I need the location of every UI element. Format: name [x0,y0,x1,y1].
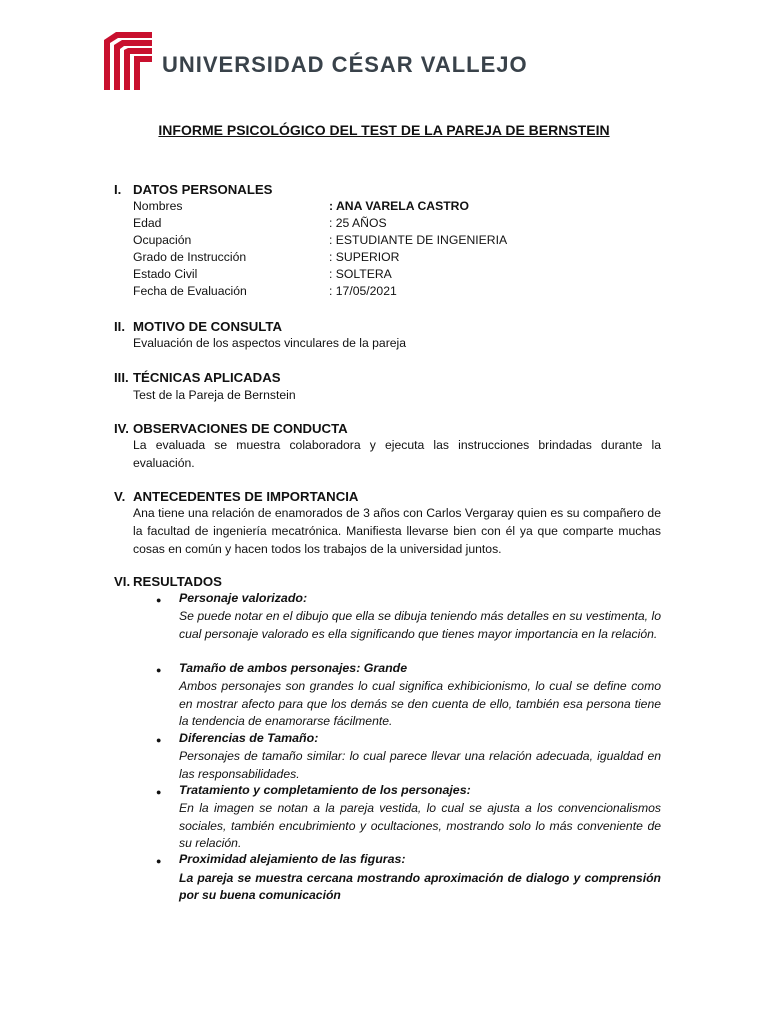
result-text-diferencias: Personajes de tamaño similar: lo cual parece llevar una relación adecuada, igualdad en las responsabilidades. [179,749,661,781]
field-label: Grado de Instrucción [133,250,247,264]
university-logo-icon [104,32,152,92]
bullet-icon: ● [156,787,162,797]
result-heading-tamano: Tamaño de ambos personajes: Grande [179,661,408,675]
section-heading-resultados [114,574,222,589]
data-row-ocupacion [133,233,507,247]
section-heading-datos-personales [114,182,272,197]
bullet-icon: ● [156,735,162,745]
section-number: III. [114,370,129,385]
university-name: UNIVERSIDAD CÉSAR VALLEJO [162,52,528,77]
field-value: : SUPERIOR [329,250,400,264]
section-text-observaciones: La evaluada se muestra colaboradora y ejecuta las instrucciones brindadas durante la evaluación. [133,438,661,470]
section-title: ANTECEDENTES DE IMPORTANCIA [133,489,359,504]
field-value: : SOLTERA [329,267,392,281]
section-number: II. [114,319,125,334]
report-title: INFORME PSICOLÓGICO DEL TEST DE LA PAREJA DE BERNSTEIN [158,122,610,138]
section-title: OBSERVACIONES DE CONDUCTA [133,421,348,436]
section-number: VI. [114,574,131,589]
result-text-personaje: Se puede notar en el dibujo que ella se dibuja teniendo más detalles en su vestimenta, lo cual personaje valorado es ella significando que tienes mayor importancia en la relación. [179,609,661,641]
field-label: Edad [133,216,162,230]
data-row-nombres [133,199,469,213]
data-row-fecha [133,284,397,298]
bullet-icon: ● [156,856,162,866]
section-title: TÉCNICAS APLICADAS [133,370,281,385]
section-heading-antecedentes [114,489,358,504]
data-row-estado-civil [133,267,392,281]
section-text-motivo: Evaluación de los aspectos vinculares de la pareja [133,336,407,350]
result-text-tamano: Ambos personajes son grandes lo cual significa exhibicionismo, lo cual se define como en mostrar afecto para que los demás se den cuenta de ello, también esa persona tiene la tendencia de enamorarse fácilmente. [179,679,661,728]
field-label: Fecha de Evaluación [133,284,247,298]
field-value: : ANA VARELA CASTRO [329,199,469,213]
section-number: IV. [114,421,129,436]
section-heading-tecnicas [114,370,281,385]
section-title: DATOS PERSONALES [133,182,273,197]
document-header [104,32,528,92]
section-heading-motivo [114,319,282,334]
field-label: Ocupación [133,233,192,247]
section-text-tecnicas: Test de la Pareja de Bernstein [133,388,296,402]
section-text-antecedentes: Ana tiene una relación de enamorados de 3 años con Carlos Vergaray quien es su compañero de la facultad de ingeniería mecatrónica. Manifiesta llevarse bien con él ya que comparte muchas cosas en común y hacen todos los trabajos de la universidad juntos. [133,506,661,556]
field-value: : ESTUDIANTE DE INGENIERIA [329,233,508,247]
result-heading-diferencias: Diferencias de Tamaño: [179,731,319,745]
result-text-proximidad: La pareja se muestra cercana mostrando aproximación de dialogo y comprensión por su buena comunicación [179,871,661,902]
data-row-grado [133,250,399,264]
section-title: MOTIVO DE CONSULTA [133,319,282,334]
data-row-edad [133,216,387,230]
section-heading-observaciones [114,421,348,436]
field-label: Estado Civil [133,267,198,281]
section-title: RESULTADOS [133,574,222,589]
bullet-icon: ● [156,665,162,675]
section-number: V. [114,489,126,504]
field-value: : 17/05/2021 [329,284,397,298]
result-text-tratamiento: En la imagen se notan a la pareja vestida, lo cual se ajusta a los convencionalismos sociales, también encubrimiento y ocultaciones, mostrando solo lo más conveniente de su relación. [179,801,661,850]
field-label: Nombres [133,199,183,213]
bullet-icon: ● [156,595,162,605]
field-value: : 25 AÑOS [329,216,387,230]
result-heading-proximidad: Proximidad alejamiento de las figuras: [179,852,406,866]
result-heading-tratamiento: Tratamiento y completamiento de los personajes: [179,783,471,797]
result-heading-personaje: Personaje valorizado: [179,591,308,605]
section-number: I. [114,182,122,197]
